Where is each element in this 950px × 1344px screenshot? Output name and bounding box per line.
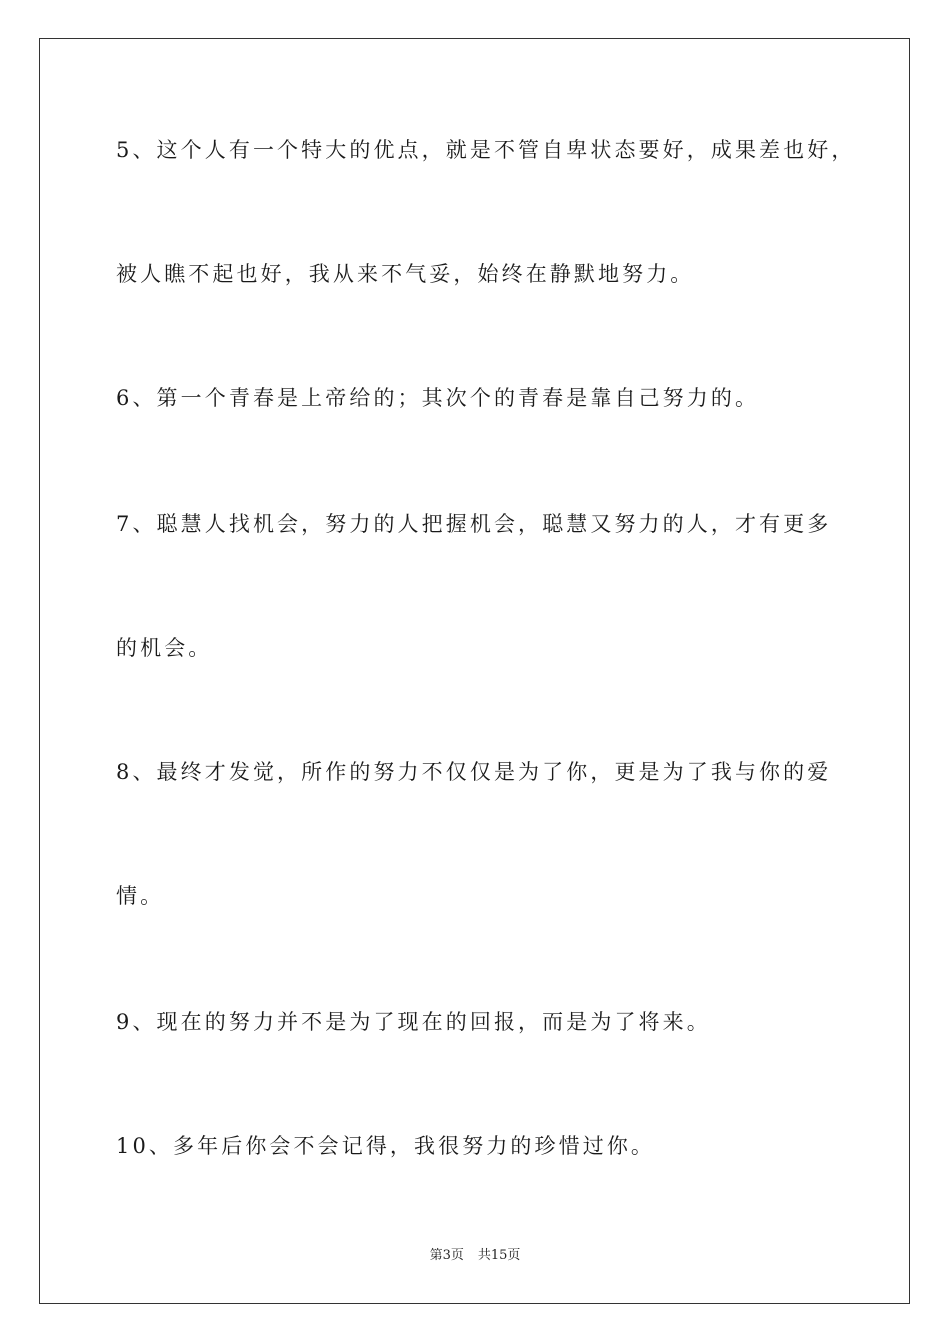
- page-footer: [0, 1247, 950, 1265]
- text-line-item8-part1: 8、最终才发觉，所作的努力不仅仅是为了你，更是为了我与你的爱: [116, 760, 832, 784]
- text-line-item7-part1: 7、聪慧人找机会，努力的人把握机会，聪慧又努力的人，才有更多: [116, 512, 832, 536]
- text-line-item5-part2: 被人瞧不起也好，我从来不气妥，始终在静默地努力。: [116, 262, 695, 286]
- text-line-item6: 6、第一个青春是上帝给的；其次个的青春是靠自己努力的。: [116, 386, 760, 410]
- text-line-item5-part1: 5、这个人有一个特大的优点，就是不管自卑状态要好，成果差也好，: [116, 138, 856, 162]
- text-line-item7-part2: 的机会。: [116, 636, 213, 660]
- text-line-item8-part2: 情。: [116, 884, 165, 908]
- page-border: [39, 38, 910, 1304]
- total-pages-label: 共15页: [477, 1248, 521, 1263]
- text-line-item9: 9、现在的努力并不是为了现在的回报，而是为了将来。: [116, 1010, 711, 1034]
- current-page-label: 第3页: [429, 1248, 464, 1263]
- text-line-item10: 10、多年后你会不会记得，我很努力的珍惜过你。: [116, 1134, 656, 1158]
